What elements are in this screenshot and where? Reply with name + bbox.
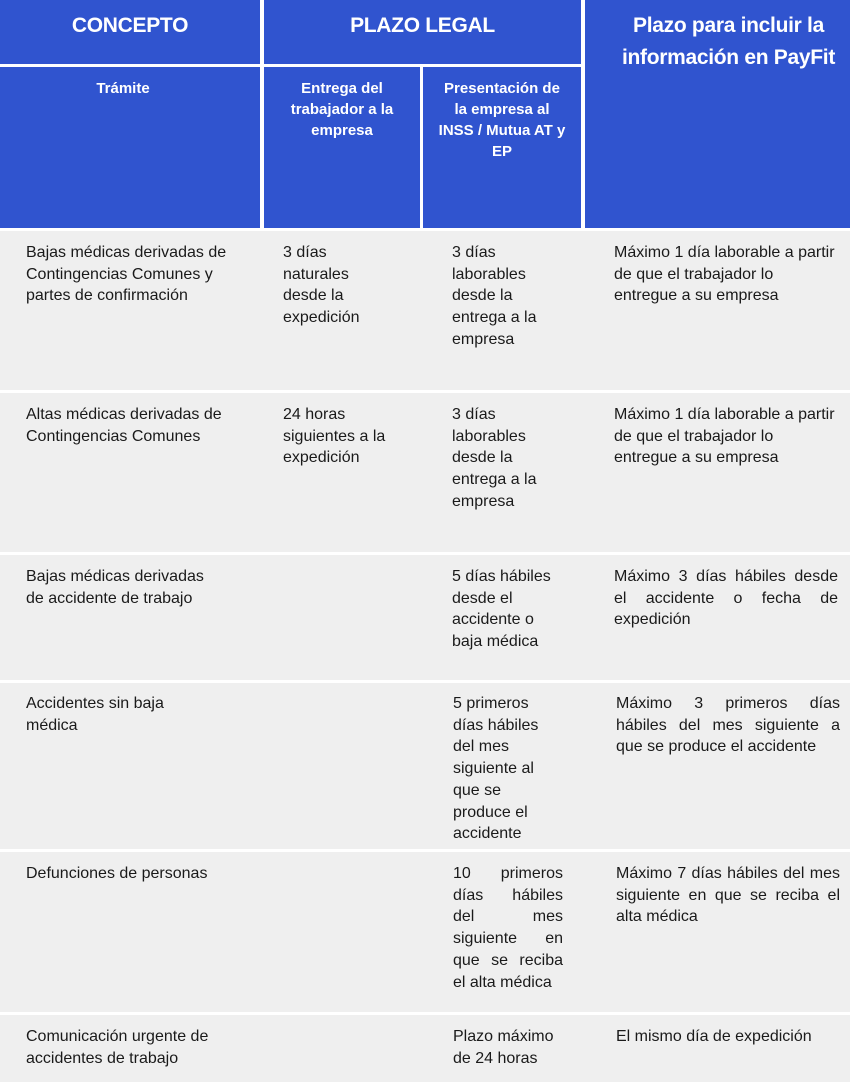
header-payfit: Plazo para incluir la información en PayFit — [585, 0, 850, 228]
cell-entrega: 24 horas siguientes a la expedición — [283, 406, 386, 467]
cell-presentacion: 3 días laborables desde la entrega a la empresa — [452, 244, 537, 348]
cell-presentacion: 5 primeros días hábiles del mes siguiente al que se produce el accidente — [453, 695, 539, 843]
table-row-2 — [0, 393, 850, 552]
table-row-3 — [0, 555, 850, 680]
cell-payfit: Máximo 3 primeros días hábiles del mes siguiente a que se produce el accidente — [616, 695, 840, 756]
cell-payfit: Máximo 3 días hábiles desde el accidente o fecha de expedición — [614, 568, 838, 629]
cell-presentacion: 3 días laborables desde la entrega a la empresa — [452, 406, 537, 510]
header-tramite: Trámite — [0, 67, 260, 228]
cell-payfit: Máximo 1 día laborable a partir de que el trabajador lo entregue a su empresa — [614, 244, 835, 305]
header-concepto: CONCEPTO — [0, 0, 260, 64]
cell-payfit: Máximo 7 días hábiles del mes siguiente en que se reciba el alta médica — [616, 865, 840, 926]
cell-tramite: Accidentes sin baja médica — [26, 695, 164, 734]
cell-tramite: Bajas médicas derivadas de Contingencias Comunes y partes de confirmación — [26, 244, 227, 305]
header-entrega: Entrega del trabajador a la empresa — [264, 67, 420, 228]
table-row-1 — [0, 231, 850, 390]
table-row-5 — [0, 852, 850, 1012]
cell-presentacion: 10 primeros días hábiles del mes siguiente en que se reciba el alta médica — [453, 865, 563, 991]
cell-payfit: El mismo día de expedición — [616, 1028, 812, 1045]
cell-entrega: 3 días naturales desde la expedición — [283, 244, 360, 327]
cell-tramite: Comunicación urgente de accidentes de trabajo — [26, 1028, 209, 1067]
header-presentacion: Presentación de la empresa al INSS / Mutua AT y EP — [423, 67, 581, 228]
table-row-6 — [0, 1015, 850, 1082]
cell-presentacion: Plazo máximo de 24 horas — [453, 1028, 554, 1067]
cell-payfit: Máximo 1 día laborable a partir de que el trabajador lo entregue a su empresa — [614, 406, 835, 467]
cell-tramite: Defunciones de personas — [26, 865, 208, 882]
cell-presentacion: 5 días hábiles desde el accidente o baja médica — [452, 568, 551, 651]
cell-tramite: Bajas médicas derivadas de accidente de trabajo — [26, 568, 204, 607]
cell-tramite: Altas médicas derivadas de Contingencias Comunes — [26, 406, 222, 445]
table-row-4 — [0, 683, 850, 849]
header-plazo-legal: PLAZO LEGAL — [264, 0, 581, 64]
